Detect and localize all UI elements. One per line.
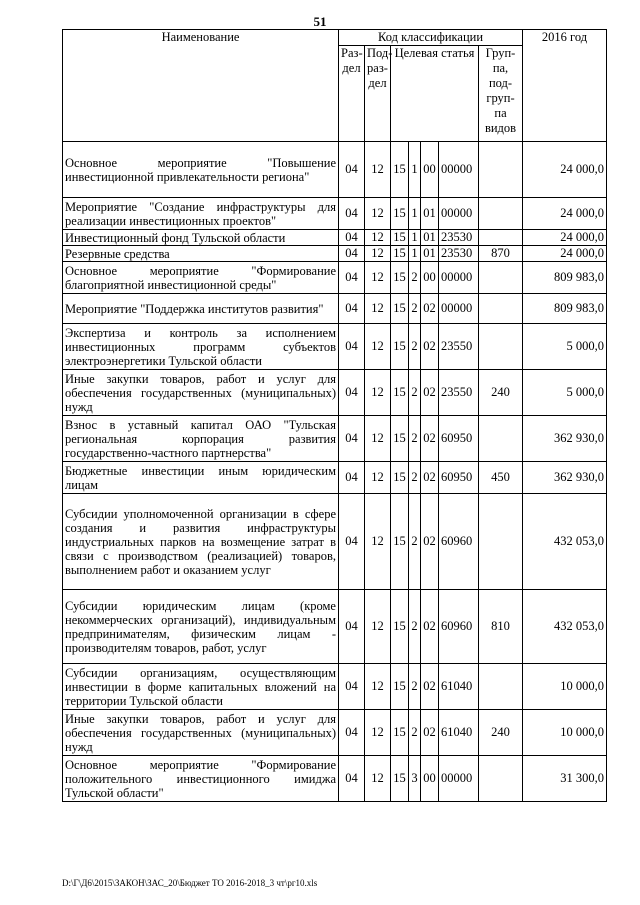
expense-group	[479, 756, 523, 802]
target-direction: 23550	[439, 324, 479, 370]
target-program: 15	[391, 664, 409, 710]
expense-group: 810	[479, 590, 523, 664]
target-program: 15	[391, 710, 409, 756]
razdel-code: 04	[339, 198, 365, 230]
header-name: Наименование	[63, 30, 339, 142]
amount-2016: 432 053,0	[523, 590, 607, 664]
podrazdel-code: 12	[365, 262, 391, 294]
target-program: 15	[391, 324, 409, 370]
target-program: 15	[391, 462, 409, 494]
table-row	[63, 262, 607, 294]
target-subprogram: 1	[409, 230, 421, 246]
table-row	[63, 664, 607, 710]
amount-2016: 24 000,0	[523, 142, 607, 198]
target-program: 15	[391, 590, 409, 664]
podrazdel-code: 12	[365, 142, 391, 198]
target-event: 02	[421, 462, 439, 494]
target-program: 15	[391, 142, 409, 198]
razdel-code: 04	[339, 710, 365, 756]
row-name: Основное мероприятие "Повышение инвестиционной привлекательности региона"	[63, 142, 339, 198]
razdel-code: 04	[339, 664, 365, 710]
target-program: 15	[391, 494, 409, 590]
target-subprogram: 2	[409, 494, 421, 590]
row-name: Мероприятие "Создание инфраструктуры для реализации инвестиционных проектов"	[63, 198, 339, 230]
target-subprogram: 1	[409, 246, 421, 262]
expense-group	[479, 142, 523, 198]
file-path-footer: D:\Г\Д6\2015\ЗАКОН\ЗАС_20\Бюджет ТО 2016-2018_3 чт\рг10.xls	[62, 878, 318, 888]
table-row	[63, 370, 607, 416]
podrazdel-code: 12	[365, 710, 391, 756]
amount-2016: 24 000,0	[523, 230, 607, 246]
target-direction: 00000	[439, 294, 479, 324]
razdel-code: 04	[339, 142, 365, 198]
razdel-code: 04	[339, 370, 365, 416]
podrazdel-code: 12	[365, 246, 391, 262]
podrazdel-code: 12	[365, 416, 391, 462]
target-event: 00	[421, 142, 439, 198]
target-event: 01	[421, 198, 439, 230]
target-program: 15	[391, 246, 409, 262]
podrazdel-code: 12	[365, 324, 391, 370]
row-name: Основное мероприятие "Формирование благоприятной инвестиционной среды"	[63, 262, 339, 294]
target-event: 02	[421, 494, 439, 590]
table-row	[63, 230, 607, 246]
table-row	[63, 294, 607, 324]
target-direction: 00000	[439, 198, 479, 230]
razdel-code: 04	[339, 324, 365, 370]
amount-2016: 24 000,0	[523, 246, 607, 262]
target-direction: 00000	[439, 756, 479, 802]
podrazdel-code: 12	[365, 230, 391, 246]
target-event: 02	[421, 294, 439, 324]
header-year: 2016 год	[523, 30, 607, 142]
amount-2016: 362 930,0	[523, 462, 607, 494]
razdel-code: 04	[339, 590, 365, 664]
target-direction: 23530	[439, 246, 479, 262]
row-name: Бюджетные инвестиции иным юридическим лицам	[63, 462, 339, 494]
row-name: Основное мероприятие "Формирование положительного инвестиционного имиджа Тульской области"	[63, 756, 339, 802]
budget-table	[62, 29, 607, 802]
amount-2016: 5 000,0	[523, 324, 607, 370]
amount-2016: 10 000,0	[523, 664, 607, 710]
row-name: Мероприятие "Поддержка институтов развития"	[63, 294, 339, 324]
target-subprogram: 2	[409, 462, 421, 494]
podrazdel-code: 12	[365, 294, 391, 324]
row-name: Субсидии юридическим лицам (кроме некоммерческих организаций), индивидуальным предпринимателям, физическим лицам - производителям товаров, работ, услуг	[63, 590, 339, 664]
expense-group: 240	[479, 710, 523, 756]
target-subprogram: 2	[409, 262, 421, 294]
table-row	[63, 462, 607, 494]
expense-group	[479, 416, 523, 462]
target-program: 15	[391, 416, 409, 462]
target-event: 02	[421, 324, 439, 370]
amount-2016: 809 983,0	[523, 294, 607, 324]
target-subprogram: 3	[409, 756, 421, 802]
table-row	[63, 494, 607, 590]
podrazdel-code: 12	[365, 494, 391, 590]
razdel-code: 04	[339, 294, 365, 324]
amount-2016: 24 000,0	[523, 198, 607, 230]
target-direction: 00000	[439, 262, 479, 294]
header-code: Код классификации	[339, 30, 523, 46]
amount-2016: 5 000,0	[523, 370, 607, 416]
target-direction: 60950	[439, 416, 479, 462]
target-direction: 60950	[439, 462, 479, 494]
amount-2016: 31 300,0	[523, 756, 607, 802]
target-subprogram: 2	[409, 710, 421, 756]
target-event: 02	[421, 590, 439, 664]
podrazdel-code: 12	[365, 370, 391, 416]
target-direction: 60960	[439, 494, 479, 590]
target-subprogram: 2	[409, 664, 421, 710]
razdel-code: 04	[339, 230, 365, 246]
target-event: 01	[421, 230, 439, 246]
target-subprogram: 2	[409, 590, 421, 664]
table-row	[63, 590, 607, 664]
target-program: 15	[391, 262, 409, 294]
razdel-code: 04	[339, 262, 365, 294]
target-subprogram: 1	[409, 142, 421, 198]
target-subprogram: 2	[409, 324, 421, 370]
razdel-code: 04	[339, 462, 365, 494]
target-subprogram: 2	[409, 370, 421, 416]
razdel-code: 04	[339, 756, 365, 802]
expense-group	[479, 294, 523, 324]
header-razdel: Раз-дел	[339, 46, 365, 142]
header-podrazdel: Под-раз-дел	[365, 46, 391, 142]
expense-group	[479, 262, 523, 294]
row-name: Иные закупки товаров, работ и услуг для обеспечения государственных (муниципальных) нужд	[63, 710, 339, 756]
table-row	[63, 198, 607, 230]
target-direction: 23550	[439, 370, 479, 416]
target-subprogram: 2	[409, 294, 421, 324]
razdel-code: 04	[339, 416, 365, 462]
table-row	[63, 246, 607, 262]
target-direction: 60960	[439, 590, 479, 664]
expense-group	[479, 494, 523, 590]
table-row	[63, 710, 607, 756]
target-event: 00	[421, 262, 439, 294]
podrazdel-code: 12	[365, 462, 391, 494]
target-program: 15	[391, 198, 409, 230]
amount-2016: 10 000,0	[523, 710, 607, 756]
row-name: Субсидии организациям, осуществляющим инвестиции в форме капитальных вложений на территории Тульской области	[63, 664, 339, 710]
row-name: Иные закупки товаров, работ и услуг для обеспечения государственных (муниципальных) нужд	[63, 370, 339, 416]
podrazdel-code: 12	[365, 198, 391, 230]
target-subprogram: 2	[409, 416, 421, 462]
expense-group: 870	[479, 246, 523, 262]
expense-group	[479, 230, 523, 246]
razdel-code: 04	[339, 494, 365, 590]
target-event: 02	[421, 370, 439, 416]
row-name: Взнос в уставный капитал ОАО "Тульская региональная корпорация развития государственно-частного партнерства"	[63, 416, 339, 462]
header-group: Груп-па, под-груп-па видов	[479, 46, 523, 142]
podrazdel-code: 12	[365, 664, 391, 710]
expense-group	[479, 198, 523, 230]
target-event: 01	[421, 246, 439, 262]
target-subprogram: 1	[409, 198, 421, 230]
podrazdel-code: 12	[365, 590, 391, 664]
table-row	[63, 324, 607, 370]
row-name: Инвестиционный фонд Тульской области	[63, 230, 339, 246]
target-program: 15	[391, 230, 409, 246]
amount-2016: 362 930,0	[523, 416, 607, 462]
page-number: 51	[313, 14, 327, 29]
podrazdel-code: 12	[365, 756, 391, 802]
target-program: 15	[391, 294, 409, 324]
target-program: 15	[391, 370, 409, 416]
expense-group	[479, 664, 523, 710]
row-name: Экспертиза и контроль за исполнением инвестиционных программ субъектов электроэнергетики Тульской области	[63, 324, 339, 370]
target-event: 02	[421, 416, 439, 462]
target-event: 00	[421, 756, 439, 802]
target-event: 02	[421, 710, 439, 756]
expense-group	[479, 324, 523, 370]
amount-2016: 809 983,0	[523, 262, 607, 294]
header-target: Целевая статья	[391, 46, 479, 142]
row-name: Субсидии уполномоченной организации в сфере создания и развития инфраструктуры индустриальных парков на возмещение затрат в связи с производством (реализацией) товаров, выполнением работ и оказанием услуг	[63, 494, 339, 590]
target-event: 02	[421, 664, 439, 710]
table-row	[63, 756, 607, 802]
row-name: Резервные средства	[63, 246, 339, 262]
amount-2016: 432 053,0	[523, 494, 607, 590]
target-direction: 00000	[439, 142, 479, 198]
expense-group: 240	[479, 370, 523, 416]
table-row	[63, 142, 607, 198]
target-direction: 61040	[439, 664, 479, 710]
expense-group: 450	[479, 462, 523, 494]
target-program: 15	[391, 756, 409, 802]
target-direction: 23530	[439, 230, 479, 246]
target-direction: 61040	[439, 710, 479, 756]
table-row	[63, 416, 607, 462]
razdel-code: 04	[339, 246, 365, 262]
